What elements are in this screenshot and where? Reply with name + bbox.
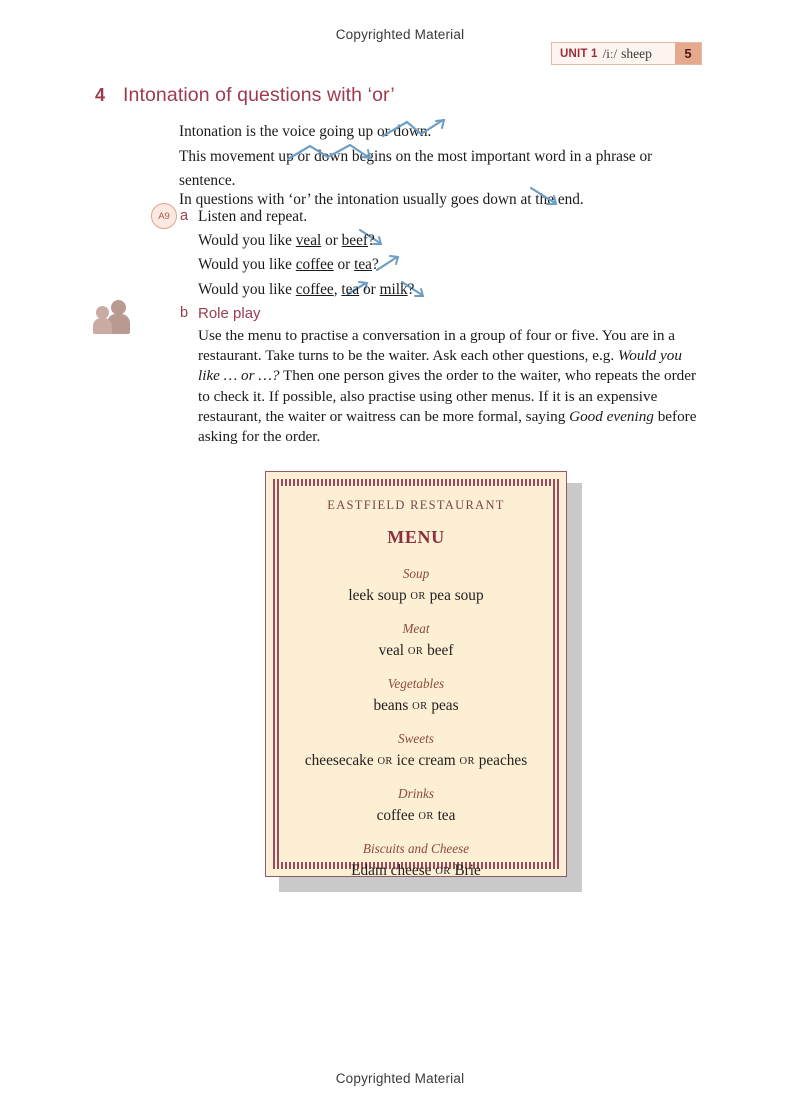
menu-card-border [273,479,559,879]
intonation-arrow-icon-5 [375,254,409,276]
example-sentence-3 [198,281,414,299]
example-3-word-1: coffee [295,281,334,298]
menu-or-word: OR [377,756,393,767]
menu-section [290,841,542,880]
example-3-post: ? [407,281,415,298]
menu-or-word: OR [412,701,428,712]
task-b-body-part-1: Use the menu to practise a conversation in a group of four or five. You are in a restaurant. Take turns to be the waiter. Ask each other questions, e.g. [198,327,676,365]
task-a-instruction: Listen and repeat. [198,208,308,225]
unit-tab-word: sheep [621,45,652,61]
menu-item: beef [427,642,454,659]
example-2-word-2: tea [354,256,372,273]
menu-item: ice cream [396,752,456,769]
menu-content [280,486,552,879]
menu-section-items [290,752,542,770]
audio-track-icon[interactable]: A9 [151,203,177,229]
task-b-body-italic-1: Would you like … or …? [198,347,682,385]
menu-section-items [290,697,542,715]
example-1-post: ? [367,232,375,249]
menu-item: peaches [478,752,528,769]
copyright-notice-top: Copyrighted Material [335,27,465,42]
menu-section-items [290,642,542,660]
menu-heading: MENU [387,527,445,547]
section-heading [95,84,395,107]
task-b-body-part-3: before asking for the order. [198,407,697,446]
menu-section [290,786,542,825]
menu-item: veal [378,642,405,659]
section-title: Intonation of questions with ‘or’ [123,84,395,106]
example-sentence-2 [198,256,379,274]
menu-item: coffee [376,807,415,824]
intro-line-1 [179,120,699,144]
menu-item: tea [437,807,456,824]
example-3-mid: , [333,281,342,298]
unit-tab-text [552,43,675,64]
task-b-body-part-2: Then one person gives the order to the waiter, who repeats the order to check it. If possible, also practise using other menus. If it is an expensive restaurant, the waiter or waitress can be more formal, saying [198,367,697,425]
menu-item: Brie [454,862,481,879]
task-b-title: Role play [198,305,261,322]
menu-item: pea soup [429,587,484,604]
menu-section-items [290,807,542,825]
menu-or-word: OR [410,591,426,602]
menu-restaurant-name: EASTFIELD RESTAURANT [327,498,505,512]
unit-tab-label: UNIT 1 [560,47,598,60]
page-number-badge: 5 [675,43,701,64]
example-1-mid: or [321,232,342,249]
menu-or-word: OR [459,756,475,767]
example-1-word-1: veal [295,232,322,249]
menu-section-name: Drinks [398,786,434,801]
intro-line-1-up: up [357,123,374,140]
menu-or-word: OR [435,866,451,877]
menu-section-name: Soup [402,566,430,581]
menu-section-name: Biscuits and Cheese [362,841,470,856]
menu-item: beans [373,697,409,714]
example-sentence-1 [198,232,375,250]
unit-tab [551,42,702,65]
unit-tab-phonetic: /iː/ [602,45,618,61]
example-2-word-1: coffee [295,256,334,273]
example-2-pre: Would you like [198,256,296,273]
menu-section [290,731,542,770]
intro-line-1-mid: or down. [373,123,432,140]
copyright-notice-bottom: Copyrighted Material [335,1071,465,1086]
menu-section-items [290,587,542,605]
example-3-word-2: tea [341,281,360,298]
menu-item: cheesecake [304,752,374,769]
example-3-pre: Would you like [198,281,296,298]
task-b-letter: b [180,305,189,321]
menu-item: peas [431,697,459,714]
example-2-mid: or [333,256,355,273]
menu-item: leek soup [348,587,407,604]
menu-section-name: Vegetables [387,676,445,691]
example-3-word-3: milk [379,281,408,298]
example-3-mid-2: or [359,281,380,298]
intro-line-1-pre: Intonation is the voice going [179,123,358,140]
example-2-post: ? [371,256,379,273]
menu-section [290,566,542,605]
section-number: 4 [95,85,106,105]
intro-paragraph-2: This movement up or down begins on the most important word in a phrase or sentence. [179,148,653,189]
menu-section-items [290,862,542,880]
task-a-letter: a [180,208,189,224]
menu-section [290,676,542,715]
intro-paragraph-3: In questions with ‘or’ the intonation usually goes down at the end. [179,191,584,208]
menu-section [290,621,542,660]
menu-section-name: Sweets [398,731,434,746]
menu-or-word: OR [418,811,434,822]
example-1-word-2: beef [341,232,368,249]
example-1-pre: Would you like [198,232,296,249]
task-b-body [198,326,701,447]
menu-section-name: Meat [402,621,430,636]
menu-item: Edam cheese [351,862,432,879]
pair-work-icon [96,298,136,334]
menu-or-word: OR [407,646,424,657]
task-b-body-italic-2: Good evening [569,407,654,425]
menu-card [265,471,567,877]
